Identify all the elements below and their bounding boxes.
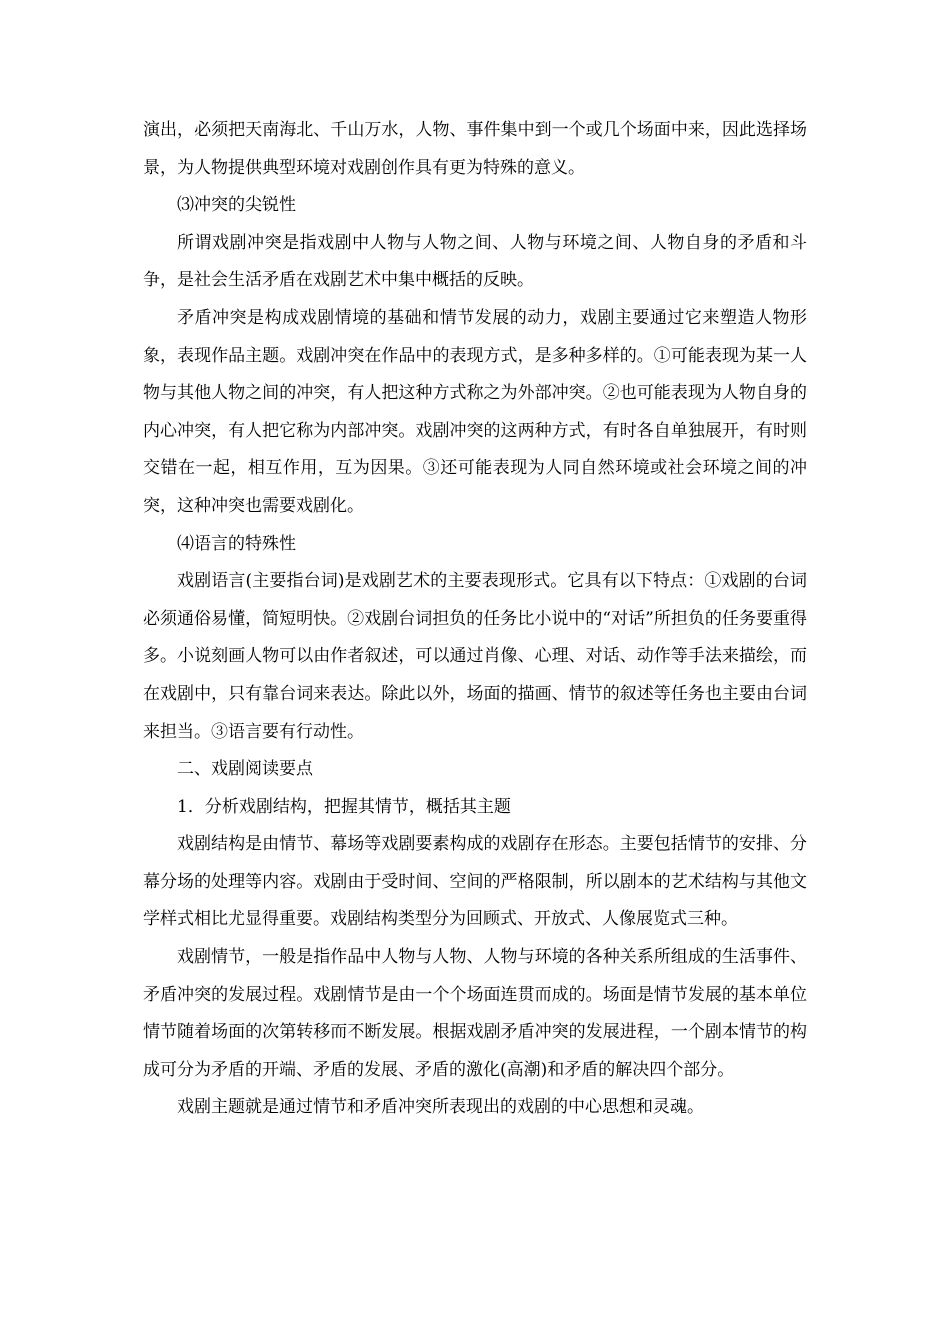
paragraph-scene-continuation: 演出，必须把天南海北、千山万水，人物、事件集中到一个或几个场面中来，因此选择场景，为人物提供典型环境对戏剧创作具有更为特殊的意义。 — [143, 120, 807, 178]
paragraph-drama-theme: 戏剧主题就是通过情节和矛盾冲突所表现出的戏剧的中心思想和灵魂。 — [177, 1097, 704, 1118]
paragraph-drama-language: 戏剧语言(主要指台词)是戏剧艺术的主要表现形式。它具有以下特点：①戏剧的台词必须通俗易懂，简短明快。②戏剧台词担负的任务比小说中的“对话”所担负的任务要重得多。小说刻画人物可以由作者叙述，可以通过肖像、心理、对话、动作等手法来描绘，而在戏剧中，只有靠台词来表达。除此以外，场面的描画、情节的叙述等任务也主要由台词来担当。③语言要有行动性。 — [143, 571, 807, 742]
heading-language-specialty: ⑷语言的特殊性 — [177, 533, 296, 554]
section-heading-reading-points: 二、戏剧阅读要点 — [177, 759, 313, 780]
subheading-structure-analysis: 1．分析戏剧结构，把握其情节，概括其主题 — [177, 796, 511, 817]
heading-conflict-sharpness: ⑶冲突的尖锐性 — [177, 195, 296, 216]
document-body — [143, 112, 807, 1127]
paragraph-drama-structure: 戏剧结构是由情节、幕场等戏剧要素构成的戏剧存在形态。主要包括情节的安排、分幕分场的处理等内容。戏剧由于受时间、空间的严格限制，所以剧本的艺术结构与其他文学样式相比尤显得重要。戏剧结构类型分为回顾式、开放式、人像展览式三种。 — [143, 834, 807, 930]
paragraph-drama-plot: 戏剧情节，一般是指作品中人物与人物、人物与环境的各种关系所组成的生活事件、矛盾冲突的发展过程。戏剧情节是由一个个场面连贯而成的。场面是情节发展的基本单位情节随着场面的次第转移而不断发展。根据戏剧矛盾冲突的发展进程，一个剧本情节的构成可分为矛盾的开端、矛盾的发展、矛盾的激化(高潮)和矛盾的解决四个部分。 — [143, 947, 807, 1080]
paragraph-conflict-definition: 所谓戏剧冲突是指戏剧中人物与人物之间、人物与环境之间、人物自身的矛盾和斗争，是社会生活矛盾在戏剧艺术中集中概括的反映。 — [143, 232, 807, 291]
paragraph-conflict-forms: 矛盾冲突是构成戏剧情境的基础和情节发展的动力，戏剧主要通过它来塑造人物形象，表现作品主题。戏剧冲突在作品中的表现方式，是多种多样的。①可能表现为某一人物与其他人物之间的冲突，有人把这种方式称之为外部冲突。②也可能表现为人物自身的内心冲突，有人把它称为内部冲突。戏剧冲突的这两种方式，有时各自单独展开，有时则交错在一起，相互作用，互为因果。③还可能表现为人同自然环境或社会环境之间的冲突，这种冲突也需要戏剧化。 — [143, 307, 807, 516]
